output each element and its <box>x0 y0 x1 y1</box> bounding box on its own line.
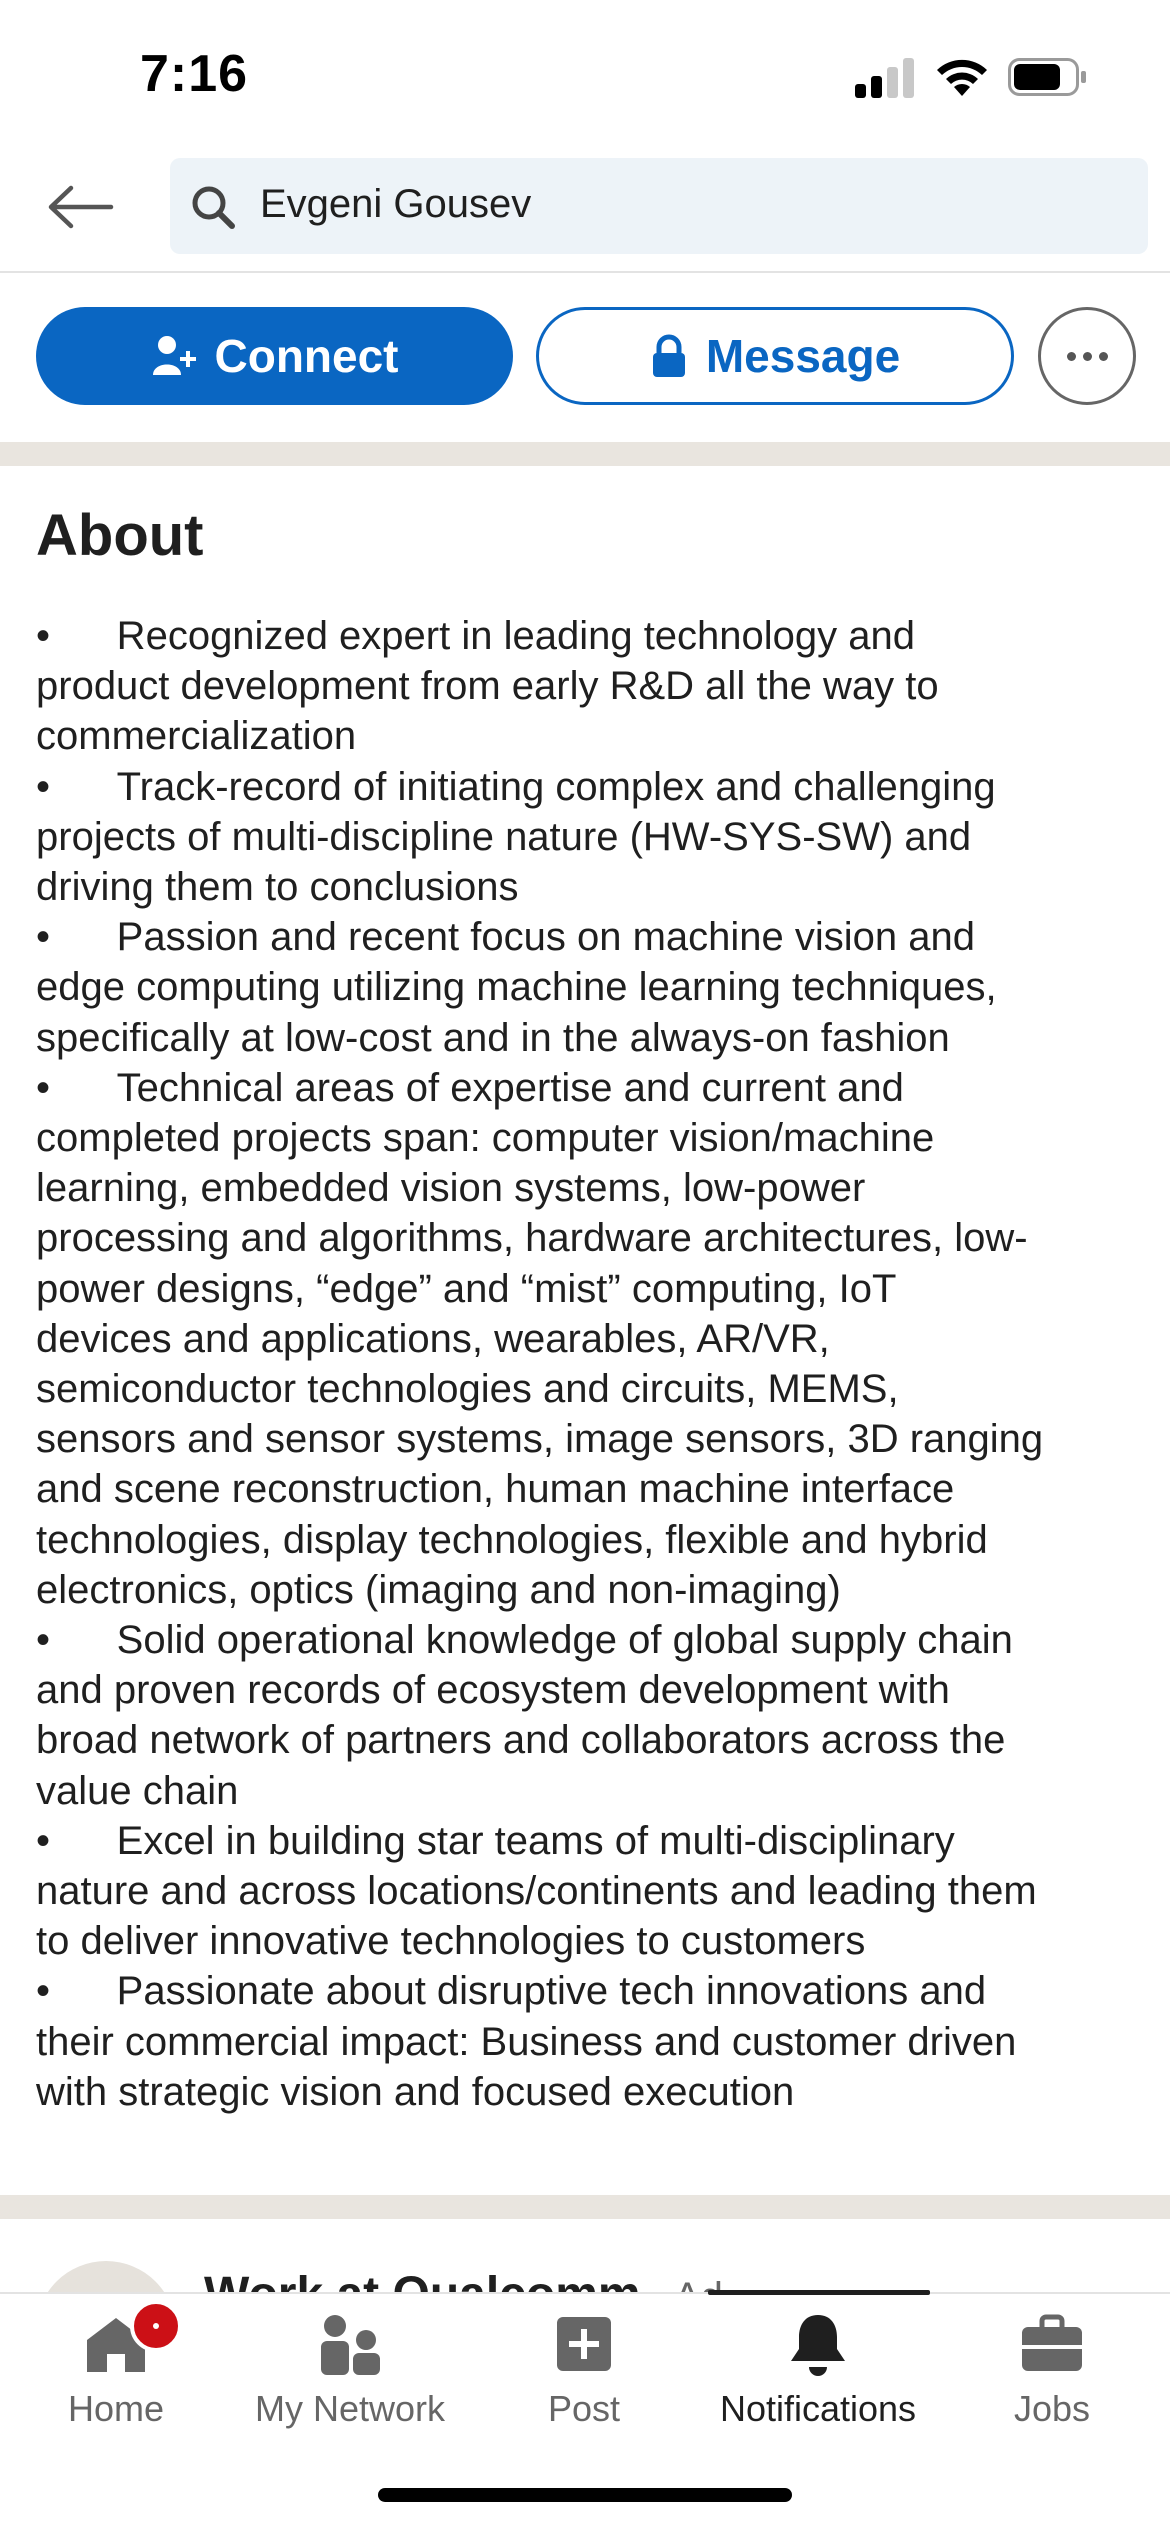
about-line: technologies, display technologies, flexible and hybrid <box>36 1517 988 1562</box>
add-person-icon <box>151 333 197 379</box>
nav-my-network-label: My Network <box>254 2388 446 2429</box>
about-line: their commercial impact: Business and customer driven <box>36 2019 1017 2064</box>
about-line: and proven records of ecosystem development with <box>36 1668 950 1713</box>
section-divider <box>0 2195 1170 2219</box>
about-line: to deliver innovative technologies to customers <box>36 1919 866 1964</box>
more-dot-icon <box>1083 352 1092 361</box>
profile-actions <box>0 305 1170 405</box>
nav-home[interactable] <box>0 2308 232 2448</box>
about-text <box>36 611 1134 2117</box>
about-line: • Passion and recent focus on machine vision and <box>36 915 975 960</box>
about-line: with strategic vision and focused execution <box>36 2069 795 2114</box>
plus-icon <box>555 2315 613 2373</box>
about-line: driving them to conclusions <box>36 865 519 910</box>
status-time: 7:16 <box>140 45 249 103</box>
about-line: processing and algorithms, hardware architectures, low- <box>36 1216 1028 1261</box>
search-query: Evgeni Gousev <box>260 182 532 226</box>
about-line: commercialization <box>36 714 357 759</box>
notification-badge <box>130 2300 182 2352</box>
connect-label: Connect <box>214 330 399 382</box>
about-line: edge computing utilizing machine learning techniques, <box>36 965 997 1010</box>
briefcase-icon <box>1020 2315 1084 2373</box>
section-divider <box>0 442 1170 466</box>
about-line: product development from early R&D all the way to <box>36 664 939 709</box>
about-line: projects of multi-discipline nature (HW-SYS-SW) and <box>36 814 972 859</box>
about-line: • Technical areas of expertise and current and <box>36 1065 904 1110</box>
about-line: power designs, “edge” and “mist” computing, IoT <box>36 1266 897 1311</box>
about-section <box>0 466 1170 2117</box>
message-label: Message <box>705 330 901 382</box>
search-header <box>0 150 1170 273</box>
nav-home-label: Home <box>67 2388 165 2429</box>
more-options-button[interactable] <box>1038 307 1136 405</box>
about-line: • Track-record of initiating complex and challenging <box>36 764 996 809</box>
bell-icon <box>787 2311 849 2377</box>
nav-jobs[interactable] <box>936 2308 1168 2448</box>
more-dot-icon <box>1067 352 1076 361</box>
wifi-icon <box>934 54 990 98</box>
nav-post[interactable] <box>468 2308 700 2448</box>
about-line: • Excel in building star teams of multi-disciplinary <box>36 1818 955 1863</box>
about-line: • Passionate about disruptive tech innovations and <box>36 1969 987 2014</box>
lock-icon <box>650 334 688 378</box>
cellular-signal-icon <box>855 56 915 98</box>
nav-my-network[interactable] <box>234 2308 466 2448</box>
back-arrow-icon <box>47 185 113 229</box>
about-line: and scene reconstruction, human machine interface <box>36 1467 955 1512</box>
about-title: About <box>36 503 204 568</box>
more-dot-icon <box>1099 352 1108 361</box>
search-input[interactable] <box>170 158 1148 254</box>
ad-card[interactable] <box>0 2217 1170 2293</box>
about-line: broad network of partners and collaborators across the <box>36 1718 1006 1763</box>
status-bar <box>0 0 1170 150</box>
about-line: electronics, optics (imaging and non-imaging) <box>36 1567 841 1612</box>
active-tab-indicator <box>708 2290 930 2295</box>
about-line: • Solid operational knowledge of global supply chain <box>36 1618 1013 1663</box>
nav-notifications[interactable] <box>702 2308 934 2448</box>
nav-post-label: Post <box>547 2388 621 2429</box>
connect-button[interactable] <box>36 307 513 405</box>
home-indicator <box>378 2488 792 2502</box>
nav-notifications-label: Notifications <box>719 2388 917 2429</box>
message-button[interactable] <box>536 307 1014 405</box>
about-line: sensors and sensor systems, image sensors, 3D ranging <box>36 1417 1044 1462</box>
about-line: learning, embedded vision systems, low-power <box>36 1166 866 1211</box>
about-line: specifically at low-cost and in the always-on fashion <box>36 1015 950 1060</box>
about-line: completed projects span: computer vision/machine <box>36 1116 935 1161</box>
search-icon <box>186 180 242 236</box>
about-line: • Recognized expert in leading technology and <box>36 614 916 658</box>
about-line: value chain <box>36 1768 239 1813</box>
about-line: semiconductor technologies and circuits, MEMS, <box>36 1367 899 1412</box>
back-button[interactable] <box>40 172 120 242</box>
about-line: devices and applications, wearables, AR/VR, <box>36 1316 830 1361</box>
battery-icon <box>1008 58 1088 96</box>
about-line: nature and across locations/continents and leading them <box>36 1869 1037 1914</box>
people-icon <box>315 2313 385 2375</box>
nav-jobs-label: Jobs <box>1013 2388 1091 2429</box>
